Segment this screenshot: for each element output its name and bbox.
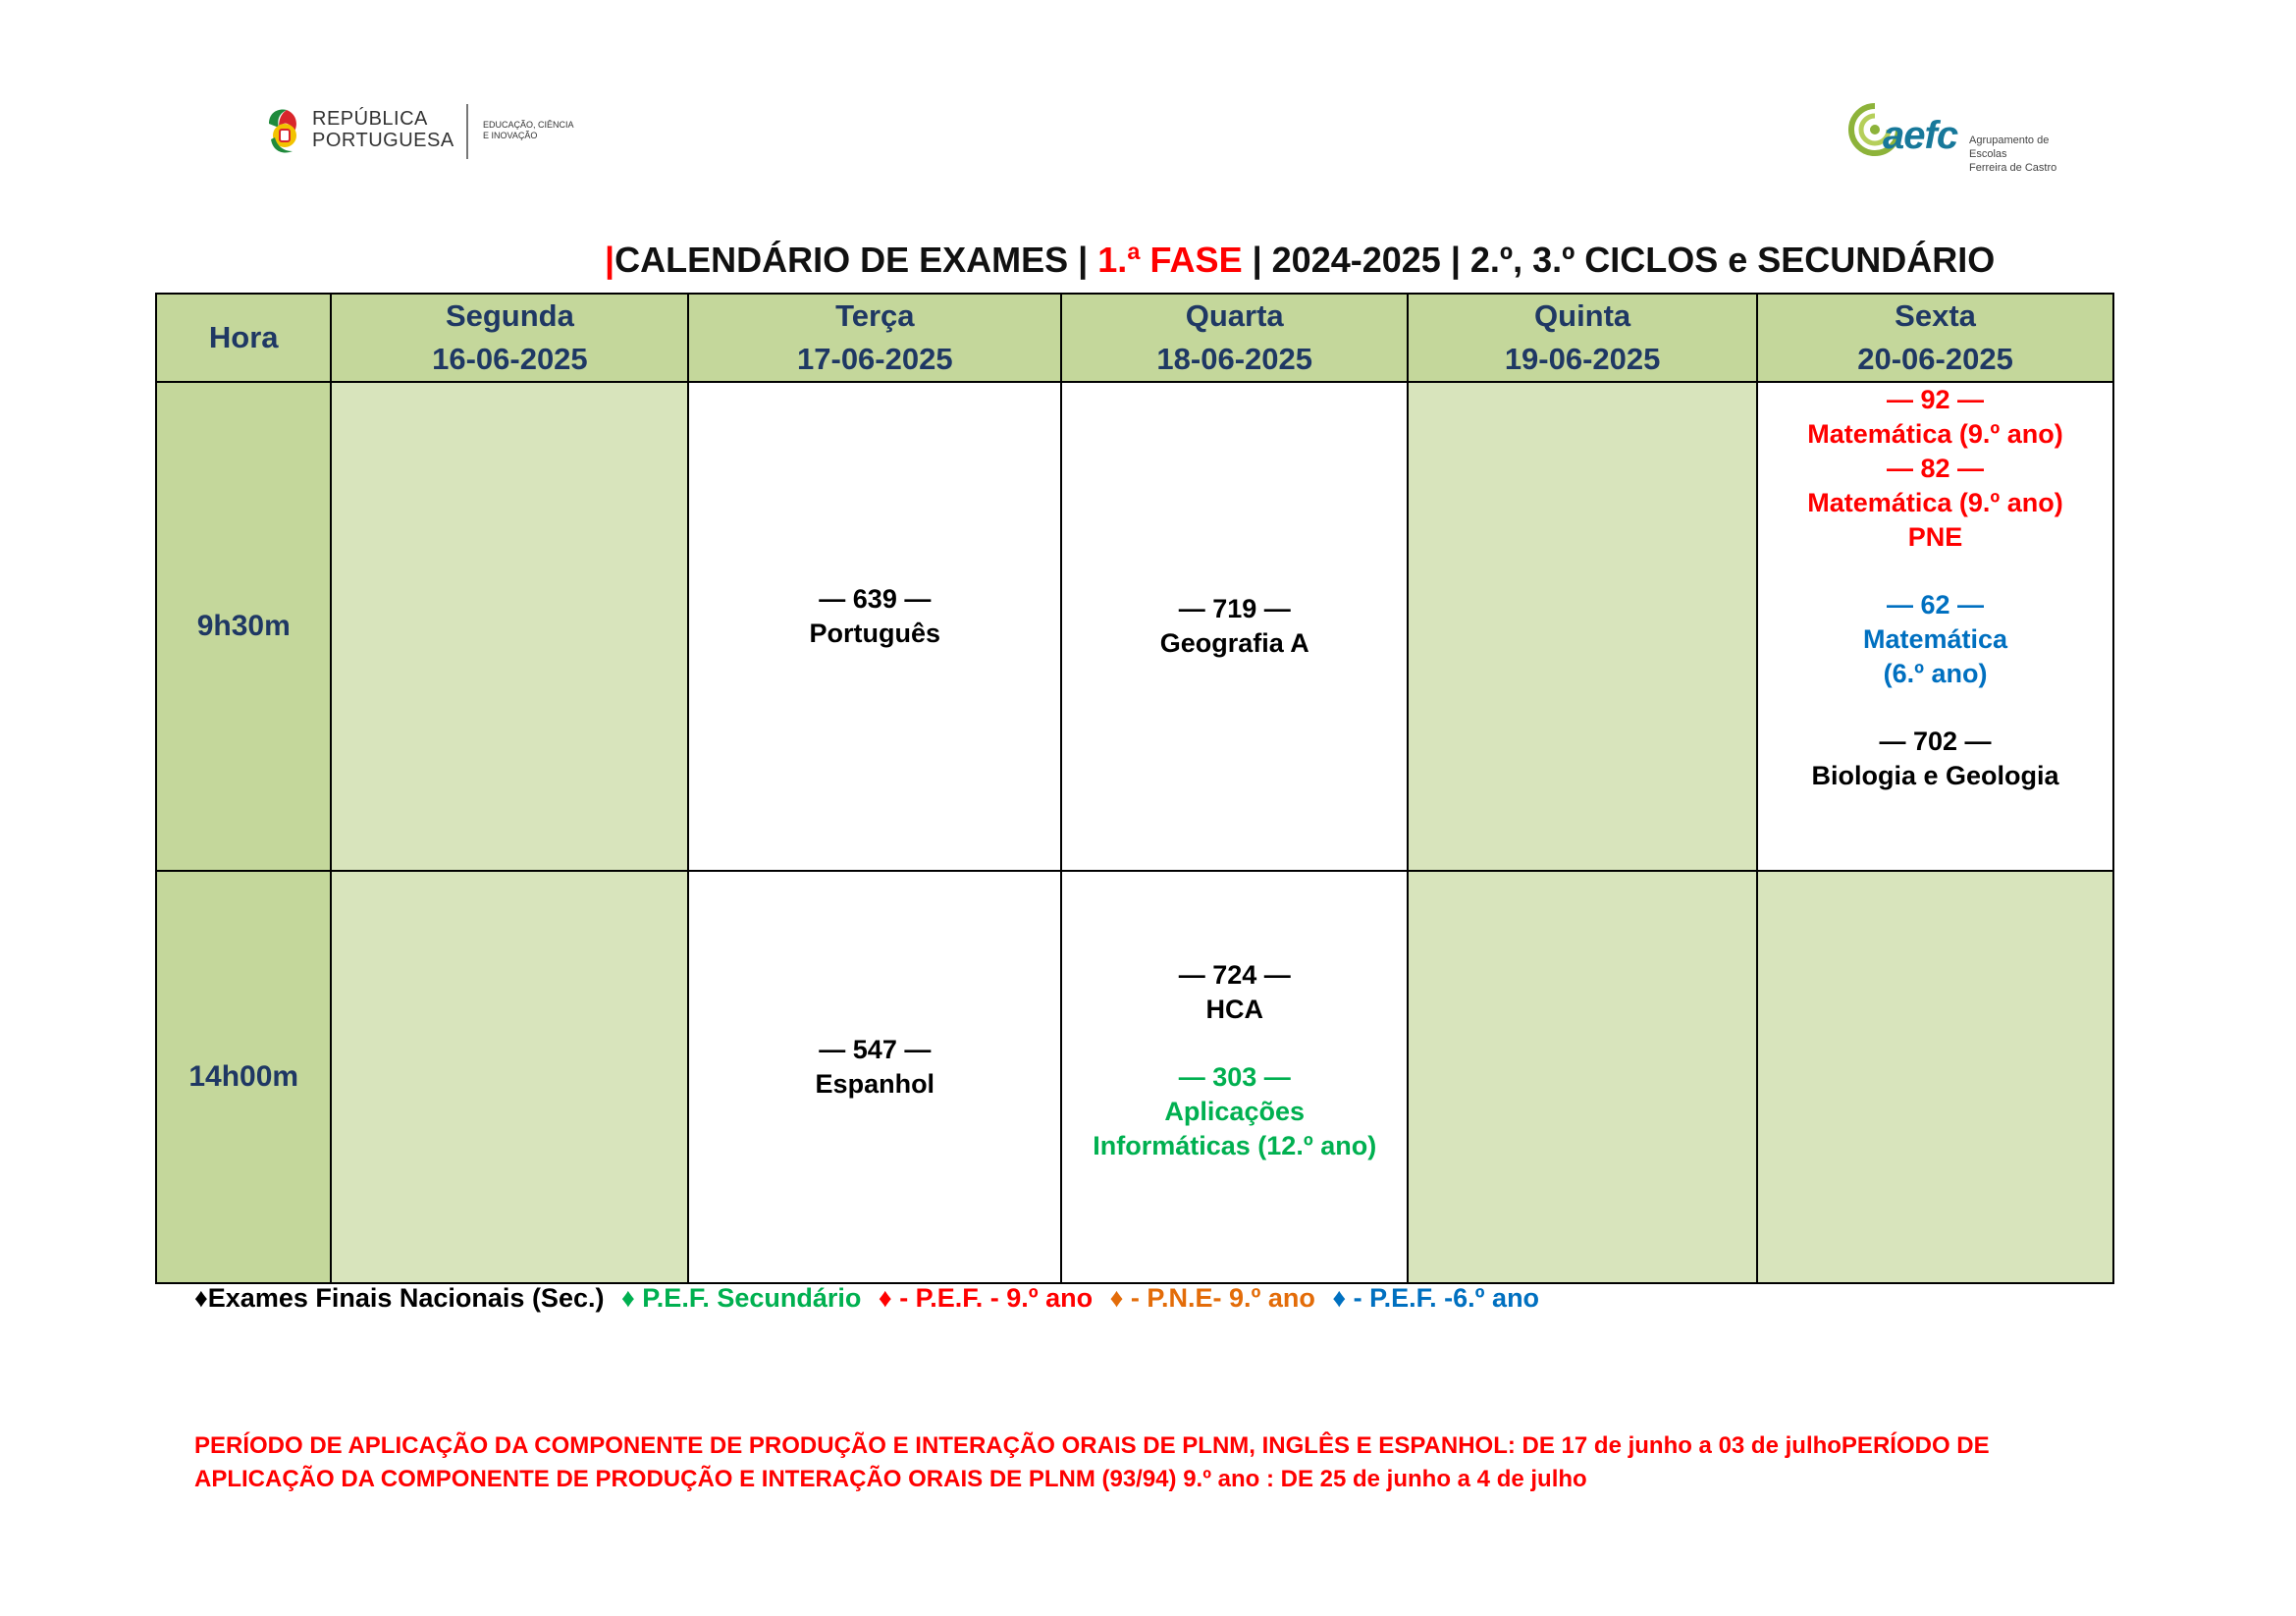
exam-cell: — 547 — Espanhol — [688, 871, 1061, 1283]
day-header-thursday: Quinta 19-06-2025 — [1408, 294, 1757, 382]
diamond-icon: ♦ — [1332, 1283, 1347, 1313]
hour-cell: 9h30m — [156, 382, 331, 871]
diamond-icon: ♦ — [1109, 1283, 1124, 1313]
diamond-icon: ♦ — [878, 1283, 892, 1313]
legend-item-pne-9: - P.N.E- 9.º ano — [1130, 1283, 1315, 1313]
school-name-text: Agrupamento de Escolas Ferreira de Castro — [1969, 135, 2057, 174]
title-phase: 1.ª FASE — [1097, 240, 1243, 280]
exam-calendar-table — [155, 293, 2114, 1280]
logo-separator — [466, 104, 468, 159]
day-header-friday: Sexta 20-06-2025 — [1757, 294, 2113, 382]
legend-item-national-exams: Exames Finais Nacionais (Sec.) — [207, 1283, 605, 1313]
empty-cell — [331, 871, 688, 1283]
aefc-logo — [1845, 100, 2081, 174]
day-header-monday: Segunda 16-06-2025 — [331, 294, 688, 382]
day-header-wednesday: Quarta 18-06-2025 — [1061, 294, 1408, 382]
republica-portuguesa-text: REPÚBLICA PORTUGUESA — [312, 108, 454, 151]
title-part1: CALENDÁRIO DE EXAMES | — [614, 240, 1098, 280]
oral-exams-note: PERÍODO DE APLICAÇÃO DA COMPONENTE DE PRODUÇÃO E INTERAÇÃO ORAIS DE PLNM, INGLÊS E ESPANHOL: DE 17 de junho a 03 de julhoPERÍODO DE APLICAÇÃO DA COMPONENTE DE PRODUÇÃO E INTERAÇÃO ORAIS DE PLNM (93/94) 9.º ano : DE 25 de junho a 4 de julho — [194, 1432, 1990, 1492]
republica-portuguesa-logo — [265, 102, 589, 161]
exam-cell: — 724 — HCA — 303 — Aplicações Informáticas (12.º ano) — [1061, 871, 1408, 1283]
legend-item-pef-6: - P.E.F. -6.º ano — [1353, 1283, 1540, 1313]
hour-header: Hora — [156, 294, 331, 382]
legend-item-pef-secundario: P.E.F. Secundário — [642, 1283, 862, 1313]
hour-cell: 14h00m — [156, 871, 331, 1283]
day-header-tuesday: Terça 17-06-2025 — [688, 294, 1061, 382]
empty-cell — [1408, 871, 1757, 1283]
legend — [194, 1283, 1765, 1314]
diamond-icon: ♦ — [620, 1283, 635, 1313]
title-part2: | 2024-2025 | 2.º, 3.º CICLOS e SECUNDÁRIO — [1242, 240, 1996, 280]
title-bar: | — [605, 240, 615, 280]
exam-cell: — 719 — Geografia A — [1061, 382, 1408, 871]
legend-item-pef-9: - P.E.F. - 9.º ano — [899, 1283, 1094, 1313]
exam-cell: — 92 — Matemática (9.º ano) — 82 — Matemática (9.º ano) PNE — 62 — Matemática (6.º ano) — 702 — Biologia e Geologia — [1757, 382, 2113, 871]
empty-cell — [1757, 871, 2113, 1283]
page-title — [605, 240, 2136, 281]
empty-cell — [1408, 382, 1757, 871]
coat-of-arms-icon — [265, 106, 300, 157]
header-row — [156, 294, 2113, 382]
table-row — [156, 382, 2113, 871]
ministry-text: EDUCAÇÃO, CIÊNCIA E INOVAÇÃO — [483, 120, 574, 140]
diamond-icon: ♦ — [194, 1283, 208, 1313]
table-row — [156, 871, 2113, 1283]
empty-cell — [331, 382, 688, 871]
exam-cell: — 639 — Português — [688, 382, 1061, 871]
aefc-wordmark: aefc — [1883, 114, 1958, 157]
